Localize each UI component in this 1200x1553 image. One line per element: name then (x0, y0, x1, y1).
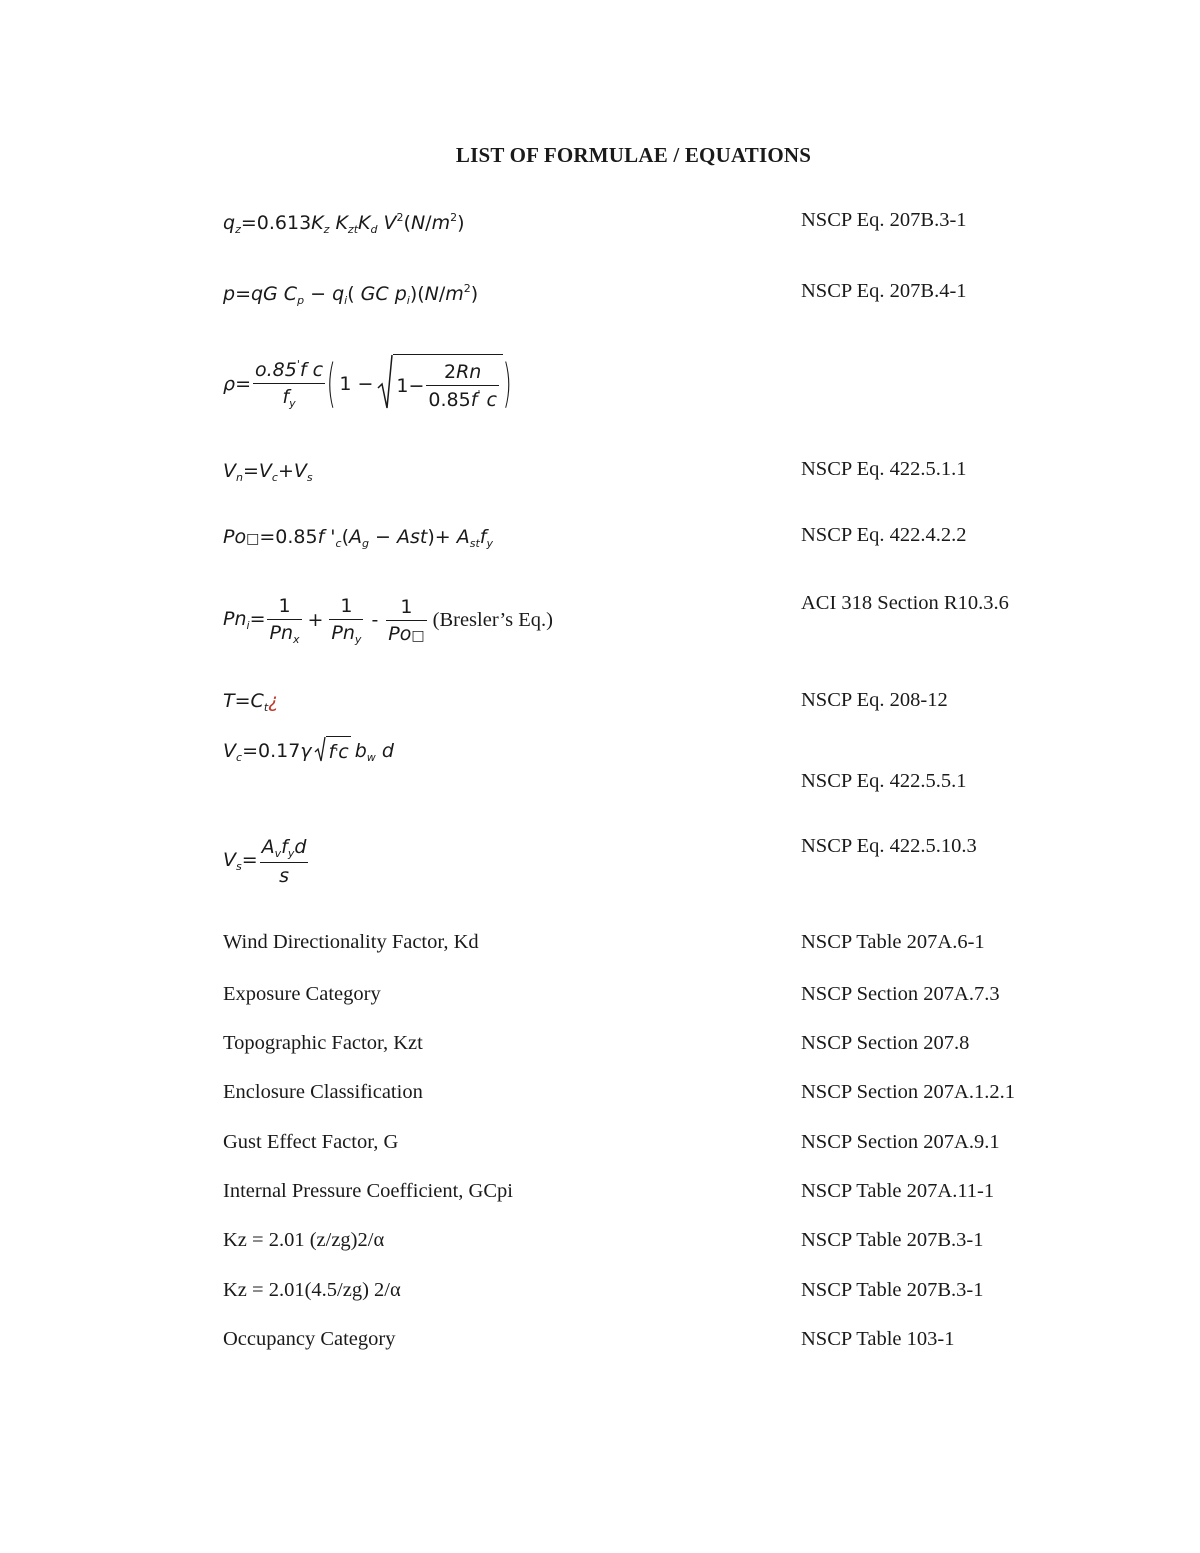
equation-velocity-pressure: $q_z=0.613K_z$ $K_{zt}K_d$ $V^2(N/m^2)$ (223, 211, 465, 236)
equation-concrete-shear: $V_c=0.17\gamma$ f ' c $b_w$ d (223, 736, 394, 767)
parameter-reference: NSCP Table 207A.6-1 (801, 931, 985, 953)
parameter-name: Enclosure Classification (223, 1081, 423, 1103)
parameter-name: Gust Effect Factor, G (223, 1131, 399, 1153)
equation-design-wind-pressure: p=qG $C_p - q_i$( GC $p_i)(N/m^2)$ (223, 282, 479, 307)
parameter-name: Wind Directionality Factor, Kd (223, 931, 479, 953)
equation-reference: NSCP Eq. 422.5.10.3 (801, 835, 977, 857)
parameter-name: Kz = 2.01 (z/zg)2/α (223, 1229, 385, 1251)
parameter-reference: NSCP Table 207A.11-1 (801, 1180, 995, 1202)
parameter-name: Occupancy Category (223, 1328, 396, 1350)
equation-fundamental-period: $T=C_t¿$ (223, 690, 279, 714)
parameter-name: Kz = 2.01(4.5/zg) 2/α (223, 1279, 401, 1301)
parameter-name: Exposure Category (223, 983, 381, 1005)
equation-bresler: $Pn_i=$ $\frac{1}{Pn_x}$ + $\frac{1}{Pn_y}$ - $\frac{1}{Po□}$ (Bresler’s Eq.) (223, 594, 553, 646)
equation-reference: NSCP Eq. 207B.3-1 (801, 209, 967, 231)
bresler-note: (Bresler’s Eq.) (432, 608, 553, 631)
radical-sign (377, 354, 393, 410)
equation-steel-shear: $V_s=$ $\frac{A_vf_yd}{s}$ (223, 835, 307, 887)
parameter-reference: NSCP Section 207A.9.1 (801, 1131, 1000, 1153)
equation-reference: NSCP Eq. 207B.4-1 (801, 280, 967, 302)
parameter-name: Topographic Factor, Kzt (223, 1032, 423, 1054)
parameter-reference: NSCP Section 207A.7.3 (801, 983, 1000, 1005)
equation-reference: NSCP Eq. 422.5.1.1 (801, 458, 967, 480)
page-title: LIST OF FORMULAE / EQUATIONS (455, 143, 812, 167)
equation-axial-capacity: Po□=0.85f '$_c(A_g - Ast)+ A_{st}f_y$ (223, 526, 494, 550)
parameter-reference: NSCP Section 207A.1.2.1 (801, 1081, 1015, 1103)
equation-reference: NSCP Eq. 422.5.5.1 (801, 770, 967, 792)
parameter-reference: NSCP Table 103-1 (801, 1328, 955, 1350)
parameter-reference: NSCP Table 207B.3-1 (801, 1229, 984, 1251)
equation-nominal-shear: $V_n=V_c+V_s$ (223, 460, 313, 484)
radical-sign (314, 736, 326, 762)
equation-reference: NSCP Eq. 208-12 (801, 689, 948, 711)
equation-reference: ACI 318 Section R10.3.6 (801, 592, 1009, 614)
equation-steel-ratio: ρ= $\frac{o.85'f c}{f_y}$ ( 1 − 1− $\frac{2Rn}{0.85f' c}$ ) (223, 354, 512, 414)
parameter-reference: NSCP Section 207.8 (801, 1032, 970, 1054)
parameter-reference: NSCP Table 207B.3-1 (801, 1279, 984, 1301)
parameter-name: Internal Pressure Coefficient, GCpi (223, 1180, 513, 1202)
equation-reference: NSCP Eq. 422.4.2.2 (801, 524, 967, 546)
